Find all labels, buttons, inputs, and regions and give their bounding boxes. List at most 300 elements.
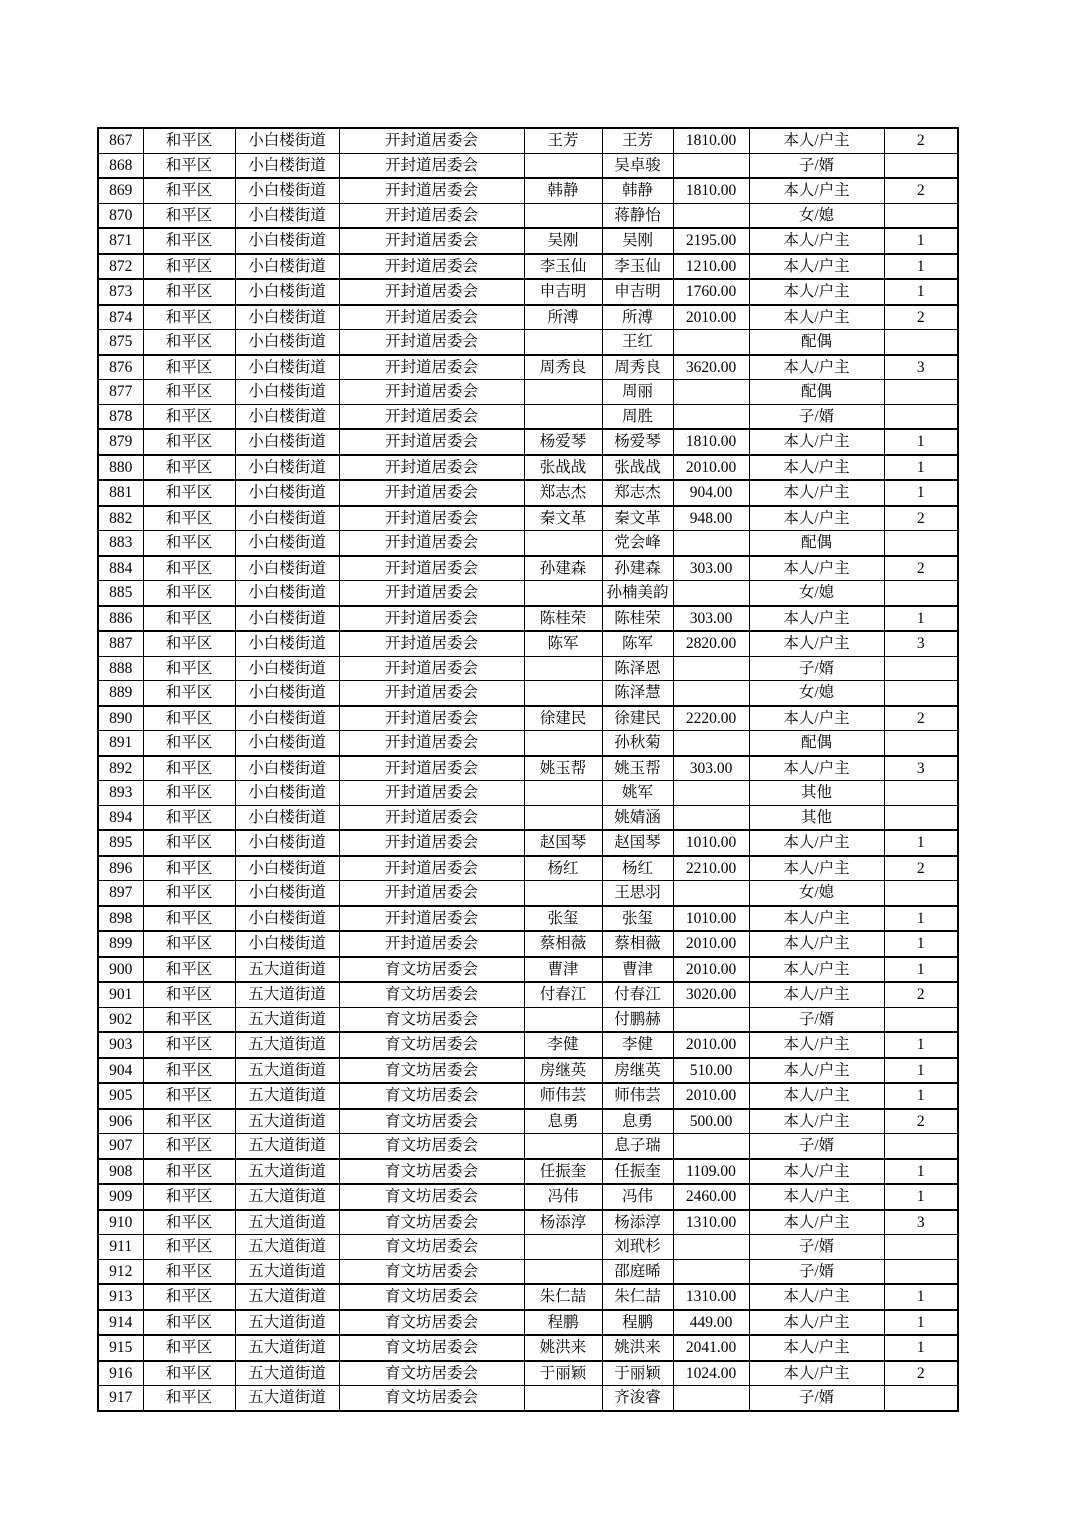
table-row xyxy=(98,480,958,506)
cell-amount: 303.00 xyxy=(673,756,749,781)
cell-applicant-name: 徐建民 xyxy=(524,706,602,731)
cell-district: 和平区 xyxy=(143,1134,235,1159)
cell-committee: 开封道居委会 xyxy=(339,355,524,380)
cell-amount: 948.00 xyxy=(673,506,749,531)
cell-amount: 904.00 xyxy=(673,480,749,506)
table-row xyxy=(98,429,958,455)
cell-amount: 1210.00 xyxy=(673,254,749,280)
cell-applicant-name xyxy=(524,1259,602,1284)
cell-amount: 2220.00 xyxy=(673,706,749,731)
cell-district: 和平区 xyxy=(143,506,235,531)
cell-committee: 开封道居委会 xyxy=(339,731,524,756)
cell-district: 和平区 xyxy=(143,805,235,830)
cell-household-size: 1 xyxy=(884,1032,958,1058)
cell-member-name: 李玉仙 xyxy=(602,254,673,280)
cell-committee: 育文坊居委会 xyxy=(339,982,524,1007)
cell-street: 五大道街道 xyxy=(235,1361,339,1386)
cell-applicant-name: 韩静 xyxy=(524,178,602,203)
cell-committee: 开封道居委会 xyxy=(339,756,524,781)
cell-serial-number: 910 xyxy=(98,1210,143,1235)
cell-applicant-name xyxy=(524,203,602,228)
cell-relation-to-head: 本人/户主 xyxy=(749,830,884,856)
cell-household-size xyxy=(884,330,958,355)
cell-member-name: 刘玳杉 xyxy=(602,1235,673,1260)
cell-relation-to-head: 本人/户主 xyxy=(749,228,884,254)
cell-applicant-name xyxy=(524,380,602,405)
cell-applicant-name: 程鹏 xyxy=(524,1310,602,1336)
cell-district: 和平区 xyxy=(143,656,235,681)
cell-street: 五大道街道 xyxy=(235,1007,339,1032)
table-row xyxy=(98,805,958,830)
table-row xyxy=(98,906,958,932)
cell-serial-number: 902 xyxy=(98,1007,143,1032)
cell-member-name: 陈桂荣 xyxy=(602,606,673,632)
cell-household-size xyxy=(884,781,958,806)
cell-serial-number: 874 xyxy=(98,305,143,330)
cell-member-name: 陈泽恩 xyxy=(602,656,673,681)
table-row xyxy=(98,1109,958,1134)
cell-street: 五大道街道 xyxy=(235,1083,339,1109)
table-row xyxy=(98,681,958,706)
cell-member-name: 姚婧涵 xyxy=(602,805,673,830)
cell-street: 小白楼街道 xyxy=(235,305,339,330)
cell-serial-number: 879 xyxy=(98,429,143,455)
cell-relation-to-head: 本人/户主 xyxy=(749,305,884,330)
cell-applicant-name: 房继英 xyxy=(524,1058,602,1084)
cell-relation-to-head: 女/媳 xyxy=(749,581,884,606)
cell-serial-number: 894 xyxy=(98,805,143,830)
cell-amount: 2010.00 xyxy=(673,1083,749,1109)
cell-street: 五大道街道 xyxy=(235,1259,339,1284)
cell-street: 五大道街道 xyxy=(235,1335,339,1361)
cell-amount: 3620.00 xyxy=(673,355,749,380)
table-row xyxy=(98,153,958,178)
cell-serial-number: 886 xyxy=(98,606,143,632)
cell-committee: 育文坊居委会 xyxy=(339,1386,524,1411)
cell-serial-number: 892 xyxy=(98,756,143,781)
cell-applicant-name: 息勇 xyxy=(524,1109,602,1134)
cell-member-name: 陈泽慧 xyxy=(602,681,673,706)
cell-amount: 1810.00 xyxy=(673,128,749,153)
cell-member-name: 蒋静怡 xyxy=(602,203,673,228)
cell-amount: 1810.00 xyxy=(673,178,749,203)
cell-street: 小白楼街道 xyxy=(235,128,339,153)
cell-household-size xyxy=(884,203,958,228)
cell-amount xyxy=(673,656,749,681)
cell-district: 和平区 xyxy=(143,1109,235,1134)
cell-member-name: 秦文革 xyxy=(602,506,673,531)
cell-amount: 1010.00 xyxy=(673,830,749,856)
cell-committee: 开封道居委会 xyxy=(339,330,524,355)
cell-street: 小白楼街道 xyxy=(235,178,339,203)
cell-street: 小白楼街道 xyxy=(235,805,339,830)
cell-committee: 育文坊居委会 xyxy=(339,1361,524,1386)
cell-relation-to-head: 子/婿 xyxy=(749,1134,884,1159)
cell-serial-number: 907 xyxy=(98,1134,143,1159)
cell-serial-number: 917 xyxy=(98,1386,143,1411)
cell-applicant-name: 赵国琴 xyxy=(524,830,602,856)
cell-amount: 303.00 xyxy=(673,606,749,632)
cell-member-name: 朱仁喆 xyxy=(602,1284,673,1310)
cell-member-name: 齐浚睿 xyxy=(602,1386,673,1411)
cell-amount: 2010.00 xyxy=(673,305,749,330)
table-row xyxy=(98,506,958,531)
cell-district: 和平区 xyxy=(143,1235,235,1260)
cell-district: 和平区 xyxy=(143,1083,235,1109)
cell-relation-to-head: 本人/户主 xyxy=(749,957,884,983)
cell-serial-number: 870 xyxy=(98,203,143,228)
table-row xyxy=(98,830,958,856)
cell-household-size: 2 xyxy=(884,506,958,531)
cell-relation-to-head: 女/媳 xyxy=(749,881,884,906)
cell-member-name: 息勇 xyxy=(602,1109,673,1134)
cell-amount: 500.00 xyxy=(673,1109,749,1134)
cell-applicant-name: 李健 xyxy=(524,1032,602,1058)
cell-household-size xyxy=(884,581,958,606)
cell-committee: 开封道居委会 xyxy=(339,931,524,957)
cell-household-size: 1 xyxy=(884,931,958,957)
cell-member-name: 师伟芸 xyxy=(602,1083,673,1109)
cell-relation-to-head: 本人/户主 xyxy=(749,906,884,932)
cell-district: 和平区 xyxy=(143,957,235,983)
cell-committee: 育文坊居委会 xyxy=(339,1310,524,1336)
cell-household-size: 2 xyxy=(884,1361,958,1386)
cell-applicant-name: 冯伟 xyxy=(524,1184,602,1210)
cell-committee: 育文坊居委会 xyxy=(339,1335,524,1361)
cell-serial-number: 898 xyxy=(98,906,143,932)
cell-serial-number: 891 xyxy=(98,731,143,756)
cell-household-size: 1 xyxy=(884,830,958,856)
cell-household-size xyxy=(884,153,958,178)
cell-street: 小白楼街道 xyxy=(235,330,339,355)
table-row xyxy=(98,631,958,656)
cell-applicant-name: 王芳 xyxy=(524,128,602,153)
cell-relation-to-head: 本人/户主 xyxy=(749,128,884,153)
table-row xyxy=(98,957,958,983)
cell-member-name: 周胜 xyxy=(602,404,673,429)
cell-district: 和平区 xyxy=(143,1284,235,1310)
cell-member-name: 周秀良 xyxy=(602,355,673,380)
cell-member-name: 韩静 xyxy=(602,178,673,203)
cell-amount xyxy=(673,380,749,405)
cell-applicant-name xyxy=(524,1235,602,1260)
cell-committee: 育文坊居委会 xyxy=(339,1259,524,1284)
table-row xyxy=(98,1007,958,1032)
cell-household-size: 1 xyxy=(884,1058,958,1084)
cell-district: 和平区 xyxy=(143,1335,235,1361)
cell-street: 五大道街道 xyxy=(235,1284,339,1310)
cell-district: 和平区 xyxy=(143,380,235,405)
cell-household-size: 2 xyxy=(884,556,958,581)
cell-household-size: 2 xyxy=(884,982,958,1007)
cell-committee: 开封道居委会 xyxy=(339,480,524,506)
cell-household-size: 1 xyxy=(884,254,958,280)
table-row xyxy=(98,982,958,1007)
cell-serial-number: 911 xyxy=(98,1235,143,1260)
table-row xyxy=(98,1184,958,1210)
cell-household-size: 2 xyxy=(884,305,958,330)
cell-serial-number: 897 xyxy=(98,881,143,906)
table-row xyxy=(98,1259,958,1284)
cell-committee: 开封道居委会 xyxy=(339,128,524,153)
cell-serial-number: 916 xyxy=(98,1361,143,1386)
cell-street: 小白楼街道 xyxy=(235,203,339,228)
cell-household-size xyxy=(884,531,958,556)
cell-applicant-name xyxy=(524,404,602,429)
cell-household-size: 1 xyxy=(884,957,958,983)
cell-committee: 育文坊居委会 xyxy=(339,1284,524,1310)
cell-serial-number: 873 xyxy=(98,279,143,305)
cell-applicant-name: 吴刚 xyxy=(524,228,602,254)
cell-applicant-name xyxy=(524,681,602,706)
cell-serial-number: 904 xyxy=(98,1058,143,1084)
cell-committee: 开封道居委会 xyxy=(339,305,524,330)
cell-serial-number: 887 xyxy=(98,631,143,656)
cell-relation-to-head: 子/婿 xyxy=(749,404,884,429)
cell-relation-to-head: 本人/户主 xyxy=(749,706,884,731)
cell-applicant-name xyxy=(524,731,602,756)
cell-applicant-name xyxy=(524,531,602,556)
cell-household-size: 1 xyxy=(884,1310,958,1336)
cell-member-name: 李健 xyxy=(602,1032,673,1058)
cell-amount xyxy=(673,1259,749,1284)
cell-street: 小白楼街道 xyxy=(235,606,339,632)
cell-household-size xyxy=(884,1259,958,1284)
cell-district: 和平区 xyxy=(143,429,235,455)
cell-district: 和平区 xyxy=(143,631,235,656)
cell-street: 小白楼街道 xyxy=(235,581,339,606)
cell-street: 小白楼街道 xyxy=(235,429,339,455)
cell-member-name: 姚玉帮 xyxy=(602,756,673,781)
cell-amount xyxy=(673,805,749,830)
cell-relation-to-head: 本人/户主 xyxy=(749,856,884,881)
cell-amount xyxy=(673,731,749,756)
cell-street: 小白楼街道 xyxy=(235,228,339,254)
cell-street: 五大道街道 xyxy=(235,1058,339,1084)
cell-relation-to-head: 本人/户主 xyxy=(749,1184,884,1210)
cell-street: 小白楼街道 xyxy=(235,881,339,906)
cell-amount xyxy=(673,781,749,806)
cell-household-size xyxy=(884,805,958,830)
cell-relation-to-head: 其他 xyxy=(749,805,884,830)
cell-amount xyxy=(673,881,749,906)
cell-amount xyxy=(673,581,749,606)
cell-amount: 2041.00 xyxy=(673,1335,749,1361)
cell-amount: 1310.00 xyxy=(673,1284,749,1310)
cell-amount: 2460.00 xyxy=(673,1184,749,1210)
cell-serial-number: 882 xyxy=(98,506,143,531)
cell-serial-number: 867 xyxy=(98,128,143,153)
cell-household-size: 3 xyxy=(884,631,958,656)
cell-applicant-name: 曹津 xyxy=(524,957,602,983)
table-row xyxy=(98,330,958,355)
cell-applicant-name: 任振奎 xyxy=(524,1159,602,1185)
cell-member-name: 王芳 xyxy=(602,128,673,153)
cell-member-name: 陈军 xyxy=(602,631,673,656)
cell-committee: 育文坊居委会 xyxy=(339,1058,524,1084)
cell-relation-to-head: 本人/户主 xyxy=(749,480,884,506)
cell-district: 和平区 xyxy=(143,681,235,706)
cell-serial-number: 880 xyxy=(98,455,143,481)
cell-member-name: 郑志杰 xyxy=(602,480,673,506)
cell-relation-to-head: 子/婿 xyxy=(749,656,884,681)
cell-member-name: 徐建民 xyxy=(602,706,673,731)
cell-household-size: 1 xyxy=(884,1083,958,1109)
cell-relation-to-head: 女/媳 xyxy=(749,681,884,706)
cell-committee: 开封道居委会 xyxy=(339,906,524,932)
cell-committee: 开封道居委会 xyxy=(339,681,524,706)
cell-street: 小白楼街道 xyxy=(235,830,339,856)
cell-street: 小白楼街道 xyxy=(235,279,339,305)
cell-amount: 1310.00 xyxy=(673,1210,749,1235)
cell-applicant-name xyxy=(524,153,602,178)
cell-street: 小白楼街道 xyxy=(235,756,339,781)
cell-street: 五大道街道 xyxy=(235,1134,339,1159)
cell-district: 和平区 xyxy=(143,128,235,153)
cell-applicant-name: 蔡相薇 xyxy=(524,931,602,957)
cell-district: 和平区 xyxy=(143,203,235,228)
cell-amount: 449.00 xyxy=(673,1310,749,1336)
cell-relation-to-head: 配偶 xyxy=(749,380,884,405)
cell-district: 和平区 xyxy=(143,1058,235,1084)
table-row xyxy=(98,881,958,906)
cell-applicant-name xyxy=(524,781,602,806)
table-row xyxy=(98,656,958,681)
cell-serial-number: 903 xyxy=(98,1032,143,1058)
cell-committee: 育文坊居委会 xyxy=(339,1007,524,1032)
cell-district: 和平区 xyxy=(143,1310,235,1336)
cell-relation-to-head: 女/媳 xyxy=(749,203,884,228)
table-row xyxy=(98,1134,958,1159)
cell-member-name: 周丽 xyxy=(602,380,673,405)
cell-district: 和平区 xyxy=(143,581,235,606)
cell-relation-to-head: 配偶 xyxy=(749,330,884,355)
cell-street: 五大道街道 xyxy=(235,1109,339,1134)
cell-member-name: 任振奎 xyxy=(602,1159,673,1185)
cell-applicant-name: 姚洪来 xyxy=(524,1335,602,1361)
cell-street: 五大道街道 xyxy=(235,1310,339,1336)
cell-relation-to-head: 配偶 xyxy=(749,731,884,756)
cell-relation-to-head: 子/婿 xyxy=(749,1386,884,1411)
cell-relation-to-head: 本人/户主 xyxy=(749,606,884,632)
cell-street: 小白楼街道 xyxy=(235,781,339,806)
cell-committee: 开封道居委会 xyxy=(339,178,524,203)
cell-relation-to-head: 本人/户主 xyxy=(749,455,884,481)
cell-member-name: 付鹏赫 xyxy=(602,1007,673,1032)
cell-amount: 1109.00 xyxy=(673,1159,749,1185)
cell-applicant-name: 姚玉帮 xyxy=(524,756,602,781)
cell-committee: 开封道居委会 xyxy=(339,455,524,481)
table-row xyxy=(98,1361,958,1386)
cell-street: 小白楼街道 xyxy=(235,856,339,881)
cell-amount: 1010.00 xyxy=(673,906,749,932)
cell-committee: 开封道居委会 xyxy=(339,656,524,681)
cell-street: 五大道街道 xyxy=(235,1184,339,1210)
cell-amount: 2210.00 xyxy=(673,856,749,881)
cell-street: 小白楼街道 xyxy=(235,506,339,531)
cell-amount: 1810.00 xyxy=(673,429,749,455)
cell-relation-to-head: 子/婿 xyxy=(749,1259,884,1284)
cell-district: 和平区 xyxy=(143,178,235,203)
cell-committee: 育文坊居委会 xyxy=(339,1134,524,1159)
cell-amount: 2010.00 xyxy=(673,931,749,957)
table-row xyxy=(98,781,958,806)
table-row xyxy=(98,404,958,429)
cell-member-name: 邵庭晞 xyxy=(602,1259,673,1284)
cell-relation-to-head: 子/婿 xyxy=(749,153,884,178)
cell-member-name: 孙楠美韵 xyxy=(602,581,673,606)
cell-relation-to-head: 本人/户主 xyxy=(749,1109,884,1134)
cell-amount: 2195.00 xyxy=(673,228,749,254)
cell-relation-to-head: 本人/户主 xyxy=(749,506,884,531)
cell-household-size xyxy=(884,380,958,405)
cell-relation-to-head: 本人/户主 xyxy=(749,1284,884,1310)
cell-committee: 开封道居委会 xyxy=(339,581,524,606)
cell-member-name: 王思羽 xyxy=(602,881,673,906)
cell-household-size xyxy=(884,404,958,429)
cell-amount: 2010.00 xyxy=(673,455,749,481)
cell-district: 和平区 xyxy=(143,355,235,380)
cell-district: 和平区 xyxy=(143,830,235,856)
cell-household-size: 2 xyxy=(884,128,958,153)
table-row xyxy=(98,455,958,481)
cell-street: 五大道街道 xyxy=(235,982,339,1007)
cell-street: 小白楼街道 xyxy=(235,556,339,581)
cell-committee: 开封道居委会 xyxy=(339,506,524,531)
table-row xyxy=(98,1083,958,1109)
cell-relation-to-head: 其他 xyxy=(749,781,884,806)
cell-member-name: 吴刚 xyxy=(602,228,673,254)
cell-household-size xyxy=(884,1134,958,1159)
cell-district: 和平区 xyxy=(143,531,235,556)
cell-street: 五大道街道 xyxy=(235,1210,339,1235)
cell-committee: 开封道居委会 xyxy=(339,556,524,581)
cell-committee: 开封道居委会 xyxy=(339,404,524,429)
cell-committee: 育文坊居委会 xyxy=(339,1083,524,1109)
table-row xyxy=(98,279,958,305)
cell-amount xyxy=(673,1235,749,1260)
cell-household-size: 1 xyxy=(884,429,958,455)
cell-household-size: 1 xyxy=(884,228,958,254)
cell-relation-to-head: 本人/户主 xyxy=(749,1032,884,1058)
cell-household-size: 1 xyxy=(884,1284,958,1310)
cell-district: 和平区 xyxy=(143,1386,235,1411)
cell-household-size: 3 xyxy=(884,1210,958,1235)
cell-district: 和平区 xyxy=(143,1032,235,1058)
cell-serial-number: 869 xyxy=(98,178,143,203)
cell-committee: 开封道居委会 xyxy=(339,805,524,830)
cell-serial-number: 896 xyxy=(98,856,143,881)
cell-serial-number: 877 xyxy=(98,380,143,405)
cell-district: 和平区 xyxy=(143,330,235,355)
cell-committee: 育文坊居委会 xyxy=(339,1159,524,1185)
cell-district: 和平区 xyxy=(143,606,235,632)
table-row xyxy=(98,756,958,781)
table-row xyxy=(98,228,958,254)
cell-serial-number: 909 xyxy=(98,1184,143,1210)
cell-serial-number: 888 xyxy=(98,656,143,681)
cell-serial-number: 893 xyxy=(98,781,143,806)
cell-member-name: 于丽颖 xyxy=(602,1361,673,1386)
cell-applicant-name xyxy=(524,330,602,355)
cell-street: 小白楼街道 xyxy=(235,254,339,280)
cell-relation-to-head: 本人/户主 xyxy=(749,254,884,280)
table-body xyxy=(98,128,958,1411)
cell-applicant-name xyxy=(524,805,602,830)
table-row xyxy=(98,380,958,405)
table-row xyxy=(98,1386,958,1411)
cell-district: 和平区 xyxy=(143,731,235,756)
